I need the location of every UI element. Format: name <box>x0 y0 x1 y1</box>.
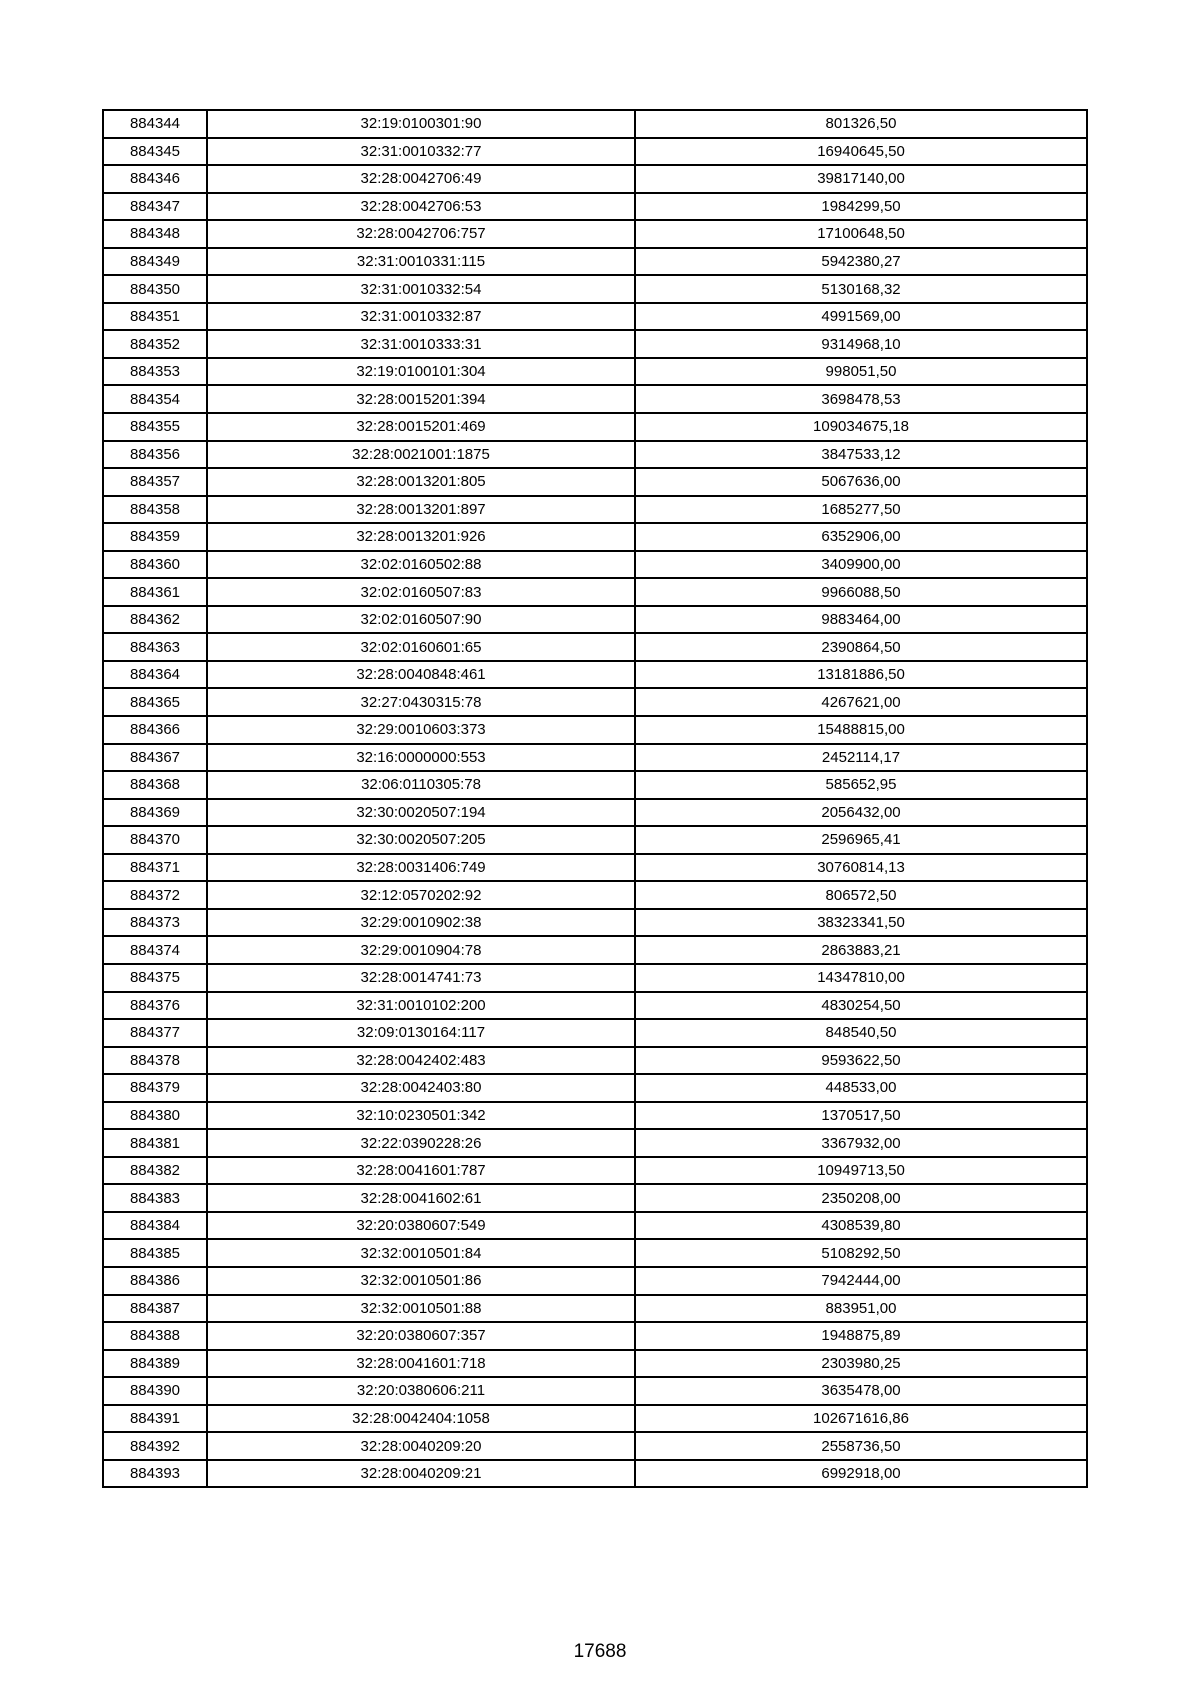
table-row <box>103 1267 1087 1295</box>
cadastral-value-cell: 1948875,89 <box>635 1322 1087 1350</box>
table-row <box>103 881 1087 909</box>
cadastral-value-cell: 5130168,32 <box>635 275 1087 303</box>
record-number-cell: 884362 <box>103 606 207 634</box>
table-body <box>103 110 1087 1487</box>
cadastral-number-cell: 32:28:0040209:21 <box>207 1460 635 1488</box>
table-row <box>103 1432 1087 1460</box>
table-row <box>103 936 1087 964</box>
cadastral-number-cell: 32:10:0230501:342 <box>207 1102 635 1130</box>
record-number-cell: 884360 <box>103 551 207 579</box>
record-number-cell: 884382 <box>103 1157 207 1185</box>
record-number-cell: 884348 <box>103 220 207 248</box>
cadastral-number-cell: 32:28:0042706:53 <box>207 193 635 221</box>
table-row <box>103 964 1087 992</box>
record-number-cell: 884372 <box>103 881 207 909</box>
cadastral-number-cell: 32:28:0040209:20 <box>207 1432 635 1460</box>
record-number-cell: 884356 <box>103 441 207 469</box>
cadastral-value-cell: 5942380,27 <box>635 248 1087 276</box>
table-row <box>103 496 1087 524</box>
cadastral-number-cell: 32:31:0010331:115 <box>207 248 635 276</box>
cadastral-value-cell: 16940645,50 <box>635 138 1087 166</box>
record-number-cell: 884350 <box>103 275 207 303</box>
record-number-cell: 884390 <box>103 1377 207 1405</box>
cadastral-value-cell: 6992918,00 <box>635 1460 1087 1488</box>
table-row <box>103 441 1087 469</box>
table-row <box>103 1184 1087 1212</box>
record-number-cell: 884392 <box>103 1432 207 1460</box>
cadastral-value-cell: 2863883,21 <box>635 936 1087 964</box>
cadastral-value-cell: 806572,50 <box>635 881 1087 909</box>
table-row <box>103 358 1087 386</box>
cadastral-number-cell: 32:31:0010102:200 <box>207 992 635 1020</box>
cadastral-value-cell: 998051,50 <box>635 358 1087 386</box>
record-number-cell: 884373 <box>103 909 207 937</box>
cadastral-number-cell: 32:28:0041602:61 <box>207 1184 635 1212</box>
record-number-cell: 884388 <box>103 1322 207 1350</box>
table-row <box>103 165 1087 193</box>
cadastral-number-cell: 32:31:0010332:77 <box>207 138 635 166</box>
cadastral-value-cell: 1685277,50 <box>635 496 1087 524</box>
table-row <box>103 688 1087 716</box>
cadastral-number-cell: 32:31:0010332:87 <box>207 303 635 331</box>
table-row <box>103 330 1087 358</box>
cadastral-value-cell: 848540,50 <box>635 1019 1087 1047</box>
table-row <box>103 193 1087 221</box>
table-row <box>103 385 1087 413</box>
cadastral-number-cell: 32:28:0015201:469 <box>207 413 635 441</box>
record-number-cell: 884355 <box>103 413 207 441</box>
record-number-cell: 884357 <box>103 468 207 496</box>
cadastral-number-cell: 32:30:0020507:194 <box>207 799 635 827</box>
table-row <box>103 633 1087 661</box>
record-number-cell: 884345 <box>103 138 207 166</box>
record-number-cell: 884374 <box>103 936 207 964</box>
cadastral-value-cell: 9314968,10 <box>635 330 1087 358</box>
cadastral-number-cell: 32:29:0010904:78 <box>207 936 635 964</box>
table-row <box>103 1212 1087 1240</box>
table-row <box>103 468 1087 496</box>
record-number-cell: 884391 <box>103 1405 207 1433</box>
record-number-cell: 884377 <box>103 1019 207 1047</box>
cadastral-number-cell: 32:28:0015201:394 <box>207 385 635 413</box>
record-number-cell: 884393 <box>103 1460 207 1488</box>
cadastral-value-cell: 1370517,50 <box>635 1102 1087 1130</box>
cadastral-value-cell: 2558736,50 <box>635 1432 1087 1460</box>
table-row <box>103 1295 1087 1323</box>
table-row <box>103 854 1087 882</box>
cadastral-value-cell: 39817140,00 <box>635 165 1087 193</box>
record-number-cell: 884378 <box>103 1047 207 1075</box>
cadastral-value-cell: 3635478,00 <box>635 1377 1087 1405</box>
cadastral-number-cell: 32:28:0042706:757 <box>207 220 635 248</box>
table-row <box>103 110 1087 138</box>
cadastral-value-cell: 38323341,50 <box>635 909 1087 937</box>
cadastral-number-cell: 32:27:0430315:78 <box>207 688 635 716</box>
cadastral-number-cell: 32:29:0010603:373 <box>207 716 635 744</box>
record-number-cell: 884383 <box>103 1184 207 1212</box>
table-row <box>103 275 1087 303</box>
record-number-cell: 884365 <box>103 688 207 716</box>
cadastral-value-cell: 15488815,00 <box>635 716 1087 744</box>
cadastral-number-cell: 32:32:0010501:84 <box>207 1239 635 1267</box>
record-number-cell: 884358 <box>103 496 207 524</box>
page-number: 17688 <box>573 1641 627 1662</box>
table-row <box>103 1157 1087 1185</box>
cadastral-number-cell: 32:28:0041601:718 <box>207 1350 635 1378</box>
cadastral-value-cell: 17100648,50 <box>635 220 1087 248</box>
cadastral-number-cell: 32:02:0160507:83 <box>207 578 635 606</box>
cadastral-value-cell: 2390864,50 <box>635 633 1087 661</box>
record-number-cell: 884375 <box>103 964 207 992</box>
record-number-cell: 884361 <box>103 578 207 606</box>
table-row <box>103 551 1087 579</box>
cadastral-value-cell: 2303980,25 <box>635 1350 1087 1378</box>
record-number-cell: 884346 <box>103 165 207 193</box>
record-number-cell: 884364 <box>103 661 207 689</box>
cadastral-number-cell: 32:02:0160507:90 <box>207 606 635 634</box>
record-number-cell: 884369 <box>103 799 207 827</box>
record-number-cell: 884353 <box>103 358 207 386</box>
record-number-cell: 884367 <box>103 744 207 772</box>
cadastral-value-cell: 4267621,00 <box>635 688 1087 716</box>
table-row <box>103 826 1087 854</box>
cadastral-value-cell: 4308539,80 <box>635 1212 1087 1240</box>
table-row <box>103 1047 1087 1075</box>
cadastral-value-cell: 10949713,50 <box>635 1157 1087 1185</box>
cadastral-value-cell: 801326,50 <box>635 110 1087 138</box>
cadastral-value-cell: 448533,00 <box>635 1074 1087 1102</box>
record-number-cell: 884370 <box>103 826 207 854</box>
cadastral-value-cell: 30760814,13 <box>635 854 1087 882</box>
table-row <box>103 578 1087 606</box>
record-number-cell: 884386 <box>103 1267 207 1295</box>
record-number-cell: 884344 <box>103 110 207 138</box>
cadastral-number-cell: 32:20:0380607:357 <box>207 1322 635 1350</box>
record-number-cell: 884387 <box>103 1295 207 1323</box>
cadastral-number-cell: 32:31:0010333:31 <box>207 330 635 358</box>
cadastral-value-cell: 883951,00 <box>635 1295 1087 1323</box>
cadastral-number-cell: 32:02:0160601:65 <box>207 633 635 661</box>
cadastral-value-cell: 2596965,41 <box>635 826 1087 854</box>
cadastral-value-cell: 13181886,50 <box>635 661 1087 689</box>
table-row <box>103 1102 1087 1130</box>
cadastral-number-cell: 32:28:0021001:1875 <box>207 441 635 469</box>
record-number-cell: 884354 <box>103 385 207 413</box>
table-row <box>103 799 1087 827</box>
table-row <box>103 1074 1087 1102</box>
table-row <box>103 1350 1087 1378</box>
table-row <box>103 606 1087 634</box>
record-number-cell: 884347 <box>103 193 207 221</box>
cadastral-number-cell: 32:20:0380606:211 <box>207 1377 635 1405</box>
table-row <box>103 220 1087 248</box>
cadastral-number-cell: 32:09:0130164:117 <box>207 1019 635 1047</box>
cadastral-number-cell: 32:28:0042402:483 <box>207 1047 635 1075</box>
cadastral-value-cell: 3847533,12 <box>635 441 1087 469</box>
cadastral-value-cell: 4991569,00 <box>635 303 1087 331</box>
record-number-cell: 884351 <box>103 303 207 331</box>
record-number-cell: 884385 <box>103 1239 207 1267</box>
cadastral-value-table <box>102 109 1088 1488</box>
cadastral-number-cell: 32:28:0042706:49 <box>207 165 635 193</box>
cadastral-value-cell: 5067636,00 <box>635 468 1087 496</box>
cadastral-number-cell: 32:31:0010332:54 <box>207 275 635 303</box>
record-number-cell: 884376 <box>103 992 207 1020</box>
cadastral-number-cell: 32:28:0013201:897 <box>207 496 635 524</box>
cadastral-number-cell: 32:19:0100101:304 <box>207 358 635 386</box>
table-row <box>103 1460 1087 1488</box>
table-row <box>103 1322 1087 1350</box>
cadastral-value-cell: 14347810,00 <box>635 964 1087 992</box>
cadastral-number-cell: 32:28:0013201:926 <box>207 523 635 551</box>
record-number-cell: 884384 <box>103 1212 207 1240</box>
table-row <box>103 744 1087 772</box>
cadastral-number-cell: 32:28:0031406:749 <box>207 854 635 882</box>
cadastral-number-cell: 32:19:0100301:90 <box>207 110 635 138</box>
cadastral-value-cell: 2056432,00 <box>635 799 1087 827</box>
record-number-cell: 884381 <box>103 1129 207 1157</box>
cadastral-number-cell: 32:28:0042403:80 <box>207 1074 635 1102</box>
cadastral-number-cell: 32:29:0010902:38 <box>207 909 635 937</box>
cadastral-value-cell: 2452114,17 <box>635 744 1087 772</box>
table-row <box>103 1239 1087 1267</box>
record-number-cell: 884389 <box>103 1350 207 1378</box>
table-row <box>103 413 1087 441</box>
record-number-cell: 884368 <box>103 771 207 799</box>
cadastral-number-cell: 32:28:0041601:787 <box>207 1157 635 1185</box>
cadastral-value-cell: 2350208,00 <box>635 1184 1087 1212</box>
record-number-cell: 884363 <box>103 633 207 661</box>
table-row <box>103 1405 1087 1433</box>
table-row <box>103 661 1087 689</box>
cadastral-value-cell: 9966088,50 <box>635 578 1087 606</box>
table-row <box>103 248 1087 276</box>
cadastral-number-cell: 32:28:0013201:805 <box>207 468 635 496</box>
cadastral-value-cell: 3367932,00 <box>635 1129 1087 1157</box>
record-number-cell: 884359 <box>103 523 207 551</box>
cadastral-value-cell: 585652,95 <box>635 771 1087 799</box>
cadastral-value-cell: 4830254,50 <box>635 992 1087 1020</box>
cadastral-value-cell: 109034675,18 <box>635 413 1087 441</box>
cadastral-number-cell: 32:02:0160502:88 <box>207 551 635 579</box>
table-row <box>103 523 1087 551</box>
ledger-sheet <box>102 109 1086 1488</box>
record-number-cell: 884379 <box>103 1074 207 1102</box>
table-row <box>103 138 1087 166</box>
record-number-cell: 884352 <box>103 330 207 358</box>
record-number-cell: 884380 <box>103 1102 207 1130</box>
cadastral-number-cell: 32:28:0014741:73 <box>207 964 635 992</box>
cadastral-value-cell: 9593622,50 <box>635 1047 1087 1075</box>
cadastral-value-cell: 6352906,00 <box>635 523 1087 551</box>
cadastral-value-cell: 7942444,00 <box>635 1267 1087 1295</box>
cadastral-value-cell: 5108292,50 <box>635 1239 1087 1267</box>
table-row <box>103 992 1087 1020</box>
record-number-cell: 884366 <box>103 716 207 744</box>
cadastral-number-cell: 32:20:0380607:549 <box>207 1212 635 1240</box>
cadastral-value-cell: 3409900,00 <box>635 551 1087 579</box>
cadastral-number-cell: 32:32:0010501:88 <box>207 1295 635 1323</box>
table-row <box>103 716 1087 744</box>
table-row <box>103 1019 1087 1047</box>
table-row <box>103 303 1087 331</box>
cadastral-value-cell: 9883464,00 <box>635 606 1087 634</box>
table-row <box>103 1377 1087 1405</box>
cadastral-number-cell: 32:06:0110305:78 <box>207 771 635 799</box>
cadastral-number-cell: 32:12:0570202:92 <box>207 881 635 909</box>
record-number-cell: 884371 <box>103 854 207 882</box>
record-number-cell: 884349 <box>103 248 207 276</box>
cadastral-number-cell: 32:30:0020507:205 <box>207 826 635 854</box>
cadastral-value-cell: 102671616,86 <box>635 1405 1087 1433</box>
cadastral-number-cell: 32:16:0000000:553 <box>207 744 635 772</box>
table-row <box>103 1129 1087 1157</box>
cadastral-number-cell: 32:28:0042404:1058 <box>207 1405 635 1433</box>
cadastral-number-cell: 32:22:0390228:26 <box>207 1129 635 1157</box>
table-row <box>103 909 1087 937</box>
table-row <box>103 771 1087 799</box>
cadastral-value-cell: 3698478,53 <box>635 385 1087 413</box>
cadastral-number-cell: 32:28:0040848:461 <box>207 661 635 689</box>
cadastral-number-cell: 32:32:0010501:86 <box>207 1267 635 1295</box>
cadastral-value-cell: 1984299,50 <box>635 193 1087 221</box>
